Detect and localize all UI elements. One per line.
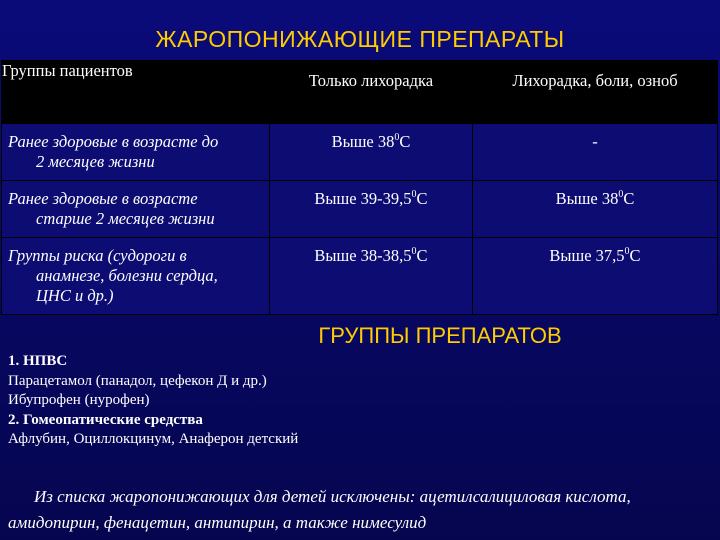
table-row — [2, 181, 718, 238]
list-item: 1. НПВС — [8, 353, 68, 369]
fever-pain-cell: - — [473, 124, 718, 181]
list-item: 2. Гомеопатические средства — [8, 411, 203, 428]
note-line: амидопирин, фенацетин, антипирин, а также нимесулид — [8, 513, 427, 532]
header-patient-groups: Группы пациентов — [2, 61, 270, 124]
fever-threshold-table — [1, 60, 718, 315]
header-fever-only: Только лихорадка — [270, 61, 473, 124]
group-line: 2 месяцев жизни — [36, 152, 155, 171]
exclusion-note — [8, 484, 712, 536]
fever-pain-cell: Выше $38^0С$ — [473, 181, 718, 238]
patient-group-cell — [2, 124, 270, 181]
list-item: Ибупрофен (нурофен) — [8, 392, 150, 408]
table-row — [2, 238, 718, 315]
drug-list — [8, 352, 698, 450]
list-item: Афлубин, Оциллокцинум, Анаферон детский — [8, 431, 299, 447]
fever-pain-cell: Выше 37,5$^0$С — [473, 238, 718, 315]
slide-title: ЖАРОПОНИЖАЮЩИЕ ПРЕПАРАТЫ — [155, 26, 565, 52]
fever-only-cell: Выше $38^0С$ — [270, 124, 473, 181]
patient-group-cell — [2, 238, 270, 315]
group-line: старше 2 месяцев жизни — [36, 209, 215, 228]
group-line: ЦНС и др.) — [36, 286, 114, 305]
patient-group-cell — [2, 181, 270, 238]
fever-only-cell: Выше 39-39,5$^0$С — [270, 181, 473, 238]
table-row — [2, 124, 718, 181]
fever-only-cell: Выше 38-38,5$^0$С — [270, 238, 473, 315]
drug-groups-heading: ГРУППЫ ПРЕПАРАТОВ — [318, 323, 562, 348]
group-line: Ранее здоровые в возрасте до — [8, 132, 219, 151]
list-item: Парацетамол (панадол, цефекон Д и др.) — [8, 372, 267, 389]
group-line: Группы риска (судороги в — [8, 246, 187, 265]
note-line: Из списка жаропонижающих для детей исключены: ацетилсалициловая кислота, — [34, 487, 631, 506]
group-line: Ранее здоровые в возрасте — [8, 189, 198, 208]
header-fever-pain-chills: Лихорадка, боли, озноб — [473, 61, 718, 124]
group-line: анамнезе, болезни сердца, — [36, 266, 218, 285]
table-header-row — [2, 61, 718, 124]
